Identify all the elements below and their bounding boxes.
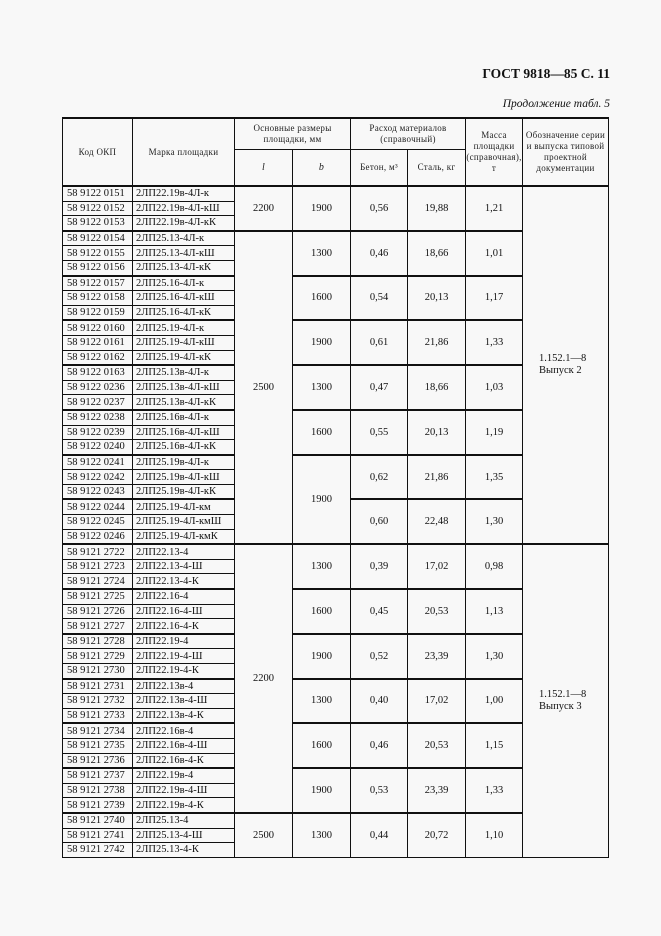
steel: 20,53: [408, 589, 466, 634]
okp-code: 58 9122 0157: [63, 276, 133, 291]
okp-code: 58 9121 2723: [63, 559, 133, 574]
platform-mark: 2ЛП25.16в-4Л-кШ: [133, 425, 235, 440]
platform-mark: 2ЛП25.19-4Л-кШ: [133, 335, 235, 350]
mass: 1,33: [466, 768, 523, 813]
col-header-width: b: [293, 150, 351, 187]
col-header-code: Код ОКП: [63, 118, 133, 186]
okp-code: 58 9121 2728: [63, 634, 133, 649]
platform-mark: 2ЛП22.16в-4-К: [133, 753, 235, 768]
okp-code: 58 9121 2722: [63, 544, 133, 559]
dim-b: 1300: [293, 231, 351, 276]
mass: 1,30: [466, 499, 523, 544]
platform-mark: 2ЛП25.13-4Л-кШ: [133, 246, 235, 261]
platform-mark: 2ЛП22.16-4-К: [133, 619, 235, 634]
okp-code: 58 9122 0237: [63, 395, 133, 410]
okp-code: 58 9121 2736: [63, 753, 133, 768]
platform-mark: 2ЛП25.19-4Л-км: [133, 499, 235, 514]
platform-mark: 2ЛП25.19в-4Л-кШ: [133, 470, 235, 485]
okp-code: 58 9121 2739: [63, 798, 133, 813]
mass: 1,33: [466, 320, 523, 365]
series-code: 1.152.1—8: [539, 688, 587, 700]
okp-code: 58 9121 2742: [63, 843, 133, 858]
steel: 20,53: [408, 723, 466, 768]
okp-code: 58 9122 0161: [63, 335, 133, 350]
platform-mark: 2ЛП25.16в-4Л-к: [133, 410, 235, 425]
dim-b: 1300: [293, 544, 351, 589]
platform-mark: 2ЛП25.13-4-К: [133, 843, 235, 858]
concrete: 0,54: [351, 276, 408, 321]
dim-b: 1900: [293, 634, 351, 679]
concrete: 0,44: [351, 813, 408, 857]
dim-b: 1900: [293, 768, 351, 813]
dim-b: 1900: [293, 455, 351, 545]
platform-mark: 2ЛП25.13-4Л-к: [133, 231, 235, 246]
series-designation: [523, 544, 609, 857]
platform-mark: 2ЛП22.19в-4Л-к: [133, 186, 235, 201]
steel: 17,02: [408, 544, 466, 589]
concrete: 0,52: [351, 634, 408, 679]
platform-mark: 2ЛП22.19-4-К: [133, 664, 235, 679]
dim-b: 1600: [293, 589, 351, 634]
mass: 1,10: [466, 813, 523, 857]
platform-mark: 2ЛП22.16в-4: [133, 723, 235, 738]
okp-code: 58 9122 0156: [63, 260, 133, 275]
steel: 23,39: [408, 768, 466, 813]
platform-mark: 2ЛП22.19-4-Ш: [133, 649, 235, 664]
mass: 1,01: [466, 231, 523, 276]
concrete: 0,39: [351, 544, 408, 589]
okp-code: 58 9121 2726: [63, 604, 133, 619]
platform-mark: 2ЛП25.19в-4Л-к: [133, 455, 235, 470]
okp-code: 58 9122 0241: [63, 455, 133, 470]
dim-l: 2200: [235, 544, 293, 813]
steel: 18,66: [408, 231, 466, 276]
mass: 1,17: [466, 276, 523, 321]
series-issue: Выпуск 2: [539, 365, 582, 377]
concrete: 0,45: [351, 589, 408, 634]
concrete: 0,46: [351, 231, 408, 276]
platform-mark: 2ЛП22.16-4: [133, 589, 235, 604]
mass: 1,00: [466, 679, 523, 724]
concrete: 0,55: [351, 410, 408, 455]
steel: 20,13: [408, 410, 466, 455]
platform-mark: 2ЛП22.13в-4: [133, 679, 235, 694]
steel: 21,86: [408, 320, 466, 365]
platform-mark: 2ЛП22.19-4: [133, 634, 235, 649]
platform-mark: 2ЛП25.16в-4Л-кК: [133, 440, 235, 455]
document-reference: ГОСТ 9818—85 С. 11: [482, 66, 610, 81]
dim-l: 2500: [235, 813, 293, 857]
platform-mark: 2ЛП25.16-4Л-кК: [133, 305, 235, 320]
dim-b: 1300: [293, 365, 351, 410]
platform-mark: 2ЛП22.13-4-Ш: [133, 559, 235, 574]
steel: 20,72: [408, 813, 466, 857]
dim-b: 1900: [293, 320, 351, 365]
steel: 20,13: [408, 276, 466, 321]
platform-mark: 2ЛП25.16-4Л-к: [133, 276, 235, 291]
platform-mark: 2ЛП22.19в-4: [133, 768, 235, 783]
steel: 21,86: [408, 455, 466, 500]
steel: 22,48: [408, 499, 466, 544]
okp-code: 58 9121 2741: [63, 828, 133, 843]
platform-mark: 2ЛП22.19в-4-К: [133, 798, 235, 813]
table-continuation-label: Продолжение табл. 5: [502, 98, 610, 110]
platform-mark: 2ЛП25.13в-4Л-кК: [133, 395, 235, 410]
okp-code: 58 9121 2732: [63, 694, 133, 709]
okp-code: 58 9121 2727: [63, 619, 133, 634]
okp-code: 58 9122 0160: [63, 320, 133, 335]
okp-code: 58 9122 0242: [63, 470, 133, 485]
mass: 0,98: [466, 544, 523, 589]
platform-mark: 2ЛП25.19-4Л-кмК: [133, 529, 235, 544]
concrete: 0,62: [351, 455, 408, 500]
okp-code: 58 9122 0246: [63, 529, 133, 544]
platform-mark: 2ЛП22.13-4: [133, 544, 235, 559]
okp-code: 58 9122 0238: [63, 410, 133, 425]
concrete: 0,53: [351, 768, 408, 813]
concrete: 0,47: [351, 365, 408, 410]
okp-code: 58 9121 2734: [63, 723, 133, 738]
platform-mark: 2ЛП25.13-4Л-кК: [133, 260, 235, 275]
okp-code: 58 9122 0151: [63, 186, 133, 201]
col-header-materials: Расход материалов (справочный): [351, 118, 466, 150]
okp-code: 58 9121 2724: [63, 574, 133, 589]
okp-code: 58 9122 0243: [63, 484, 133, 499]
okp-code: 58 9122 0245: [63, 515, 133, 530]
okp-code: 58 9121 2733: [63, 708, 133, 723]
concrete: 0,61: [351, 320, 408, 365]
okp-code: 58 9122 0239: [63, 425, 133, 440]
okp-code: 58 9122 0163: [63, 365, 133, 380]
col-header-mass: Масса площадки (справочная), т: [466, 118, 523, 186]
okp-code: 58 9121 2725: [63, 589, 133, 604]
platform-mark: 2ЛП25.19в-4Л-кК: [133, 484, 235, 499]
platform-mark: 2ЛП25.16-4Л-кШ: [133, 291, 235, 306]
mass: 1,03: [466, 365, 523, 410]
concrete: 0,60: [351, 499, 408, 544]
steel: 19,88: [408, 186, 466, 231]
table-row: [63, 544, 609, 559]
dim-l: 2200: [235, 186, 293, 231]
platform-mark: 2ЛП22.13в-4-К: [133, 708, 235, 723]
platform-mark: 2ЛП22.16в-4-Ш: [133, 738, 235, 753]
dim-b: 1300: [293, 679, 351, 724]
platform-mark: 2ЛП25.19-4Л-к: [133, 320, 235, 335]
mass: 1,13: [466, 589, 523, 634]
series-issue: Выпуск 3: [539, 700, 582, 712]
platform-mark: 2ЛП25.13-4: [133, 813, 235, 828]
okp-code: 58 9122 0244: [63, 499, 133, 514]
dim-b: 1900: [293, 186, 351, 231]
okp-code: 58 9122 0154: [63, 231, 133, 246]
okp-code: 58 9121 2738: [63, 783, 133, 798]
okp-code: 58 9122 0162: [63, 350, 133, 365]
col-header-dimensions: Основные размеры площадки, мм: [235, 118, 351, 150]
series-code: 1.152.1—8: [539, 353, 587, 365]
platform-mark: 2ЛП25.19-4Л-кК: [133, 350, 235, 365]
col-header-steel: Сталь, кг: [408, 150, 466, 187]
okp-code: 58 9122 0152: [63, 201, 133, 216]
dim-b: 1300: [293, 813, 351, 857]
okp-code: 58 9121 2740: [63, 813, 133, 828]
okp-code: 58 9122 0155: [63, 246, 133, 261]
dim-b: 1600: [293, 723, 351, 768]
okp-code: 58 9122 0236: [63, 380, 133, 395]
dim-b: 1600: [293, 410, 351, 455]
concrete: 0,56: [351, 186, 408, 231]
platform-mark: 2ЛП25.19-4Л-кмШ: [133, 515, 235, 530]
steel: 18,66: [408, 365, 466, 410]
okp-code: 58 9122 0159: [63, 305, 133, 320]
concrete: 0,40: [351, 679, 408, 724]
platform-mark: 2ЛП25.13в-4Л-к: [133, 365, 235, 380]
okp-code: 58 9122 0240: [63, 440, 133, 455]
col-header-concrete: Бетон, м³: [351, 150, 408, 187]
mass: 1,15: [466, 723, 523, 768]
platform-mark: 2ЛП22.16-4-Ш: [133, 604, 235, 619]
mass: 1,19: [466, 410, 523, 455]
okp-code: 58 9122 0153: [63, 216, 133, 231]
dim-l: 2500: [235, 231, 293, 544]
okp-code: 58 9121 2729: [63, 649, 133, 664]
platform-mark: 2ЛП25.13-4-Ш: [133, 828, 235, 843]
mass: 1,30: [466, 634, 523, 679]
specification-table: [62, 117, 609, 858]
series-designation: [523, 186, 609, 544]
mass: 1,21: [466, 186, 523, 231]
platform-mark: 2ЛП22.19в-4Л-кШ: [133, 201, 235, 216]
okp-code: 58 9121 2730: [63, 664, 133, 679]
okp-code: 58 9121 2731: [63, 679, 133, 694]
platform-mark: 2ЛП22.19в-4Л-кК: [133, 216, 235, 231]
steel: 23,39: [408, 634, 466, 679]
platform-mark: 2ЛП22.13-4-К: [133, 574, 235, 589]
dim-b: 1600: [293, 276, 351, 321]
col-header-length: l: [235, 150, 293, 187]
mass: 1,35: [466, 455, 523, 500]
platform-mark: 2ЛП22.19в-4-Ш: [133, 783, 235, 798]
steel: 17,02: [408, 679, 466, 724]
platform-mark: 2ЛП22.13в-4-Ш: [133, 694, 235, 709]
col-header-series: Обозначение серии и выпуска типовой проектной документации: [523, 118, 609, 186]
platform-mark: 2ЛП25.13в-4Л-кШ: [133, 380, 235, 395]
okp-code: 58 9121 2735: [63, 738, 133, 753]
okp-code: 58 9122 0158: [63, 291, 133, 306]
okp-code: 58 9121 2737: [63, 768, 133, 783]
concrete: 0,46: [351, 723, 408, 768]
table-row: [63, 186, 609, 201]
col-header-mark: Марка площадки: [133, 118, 235, 186]
